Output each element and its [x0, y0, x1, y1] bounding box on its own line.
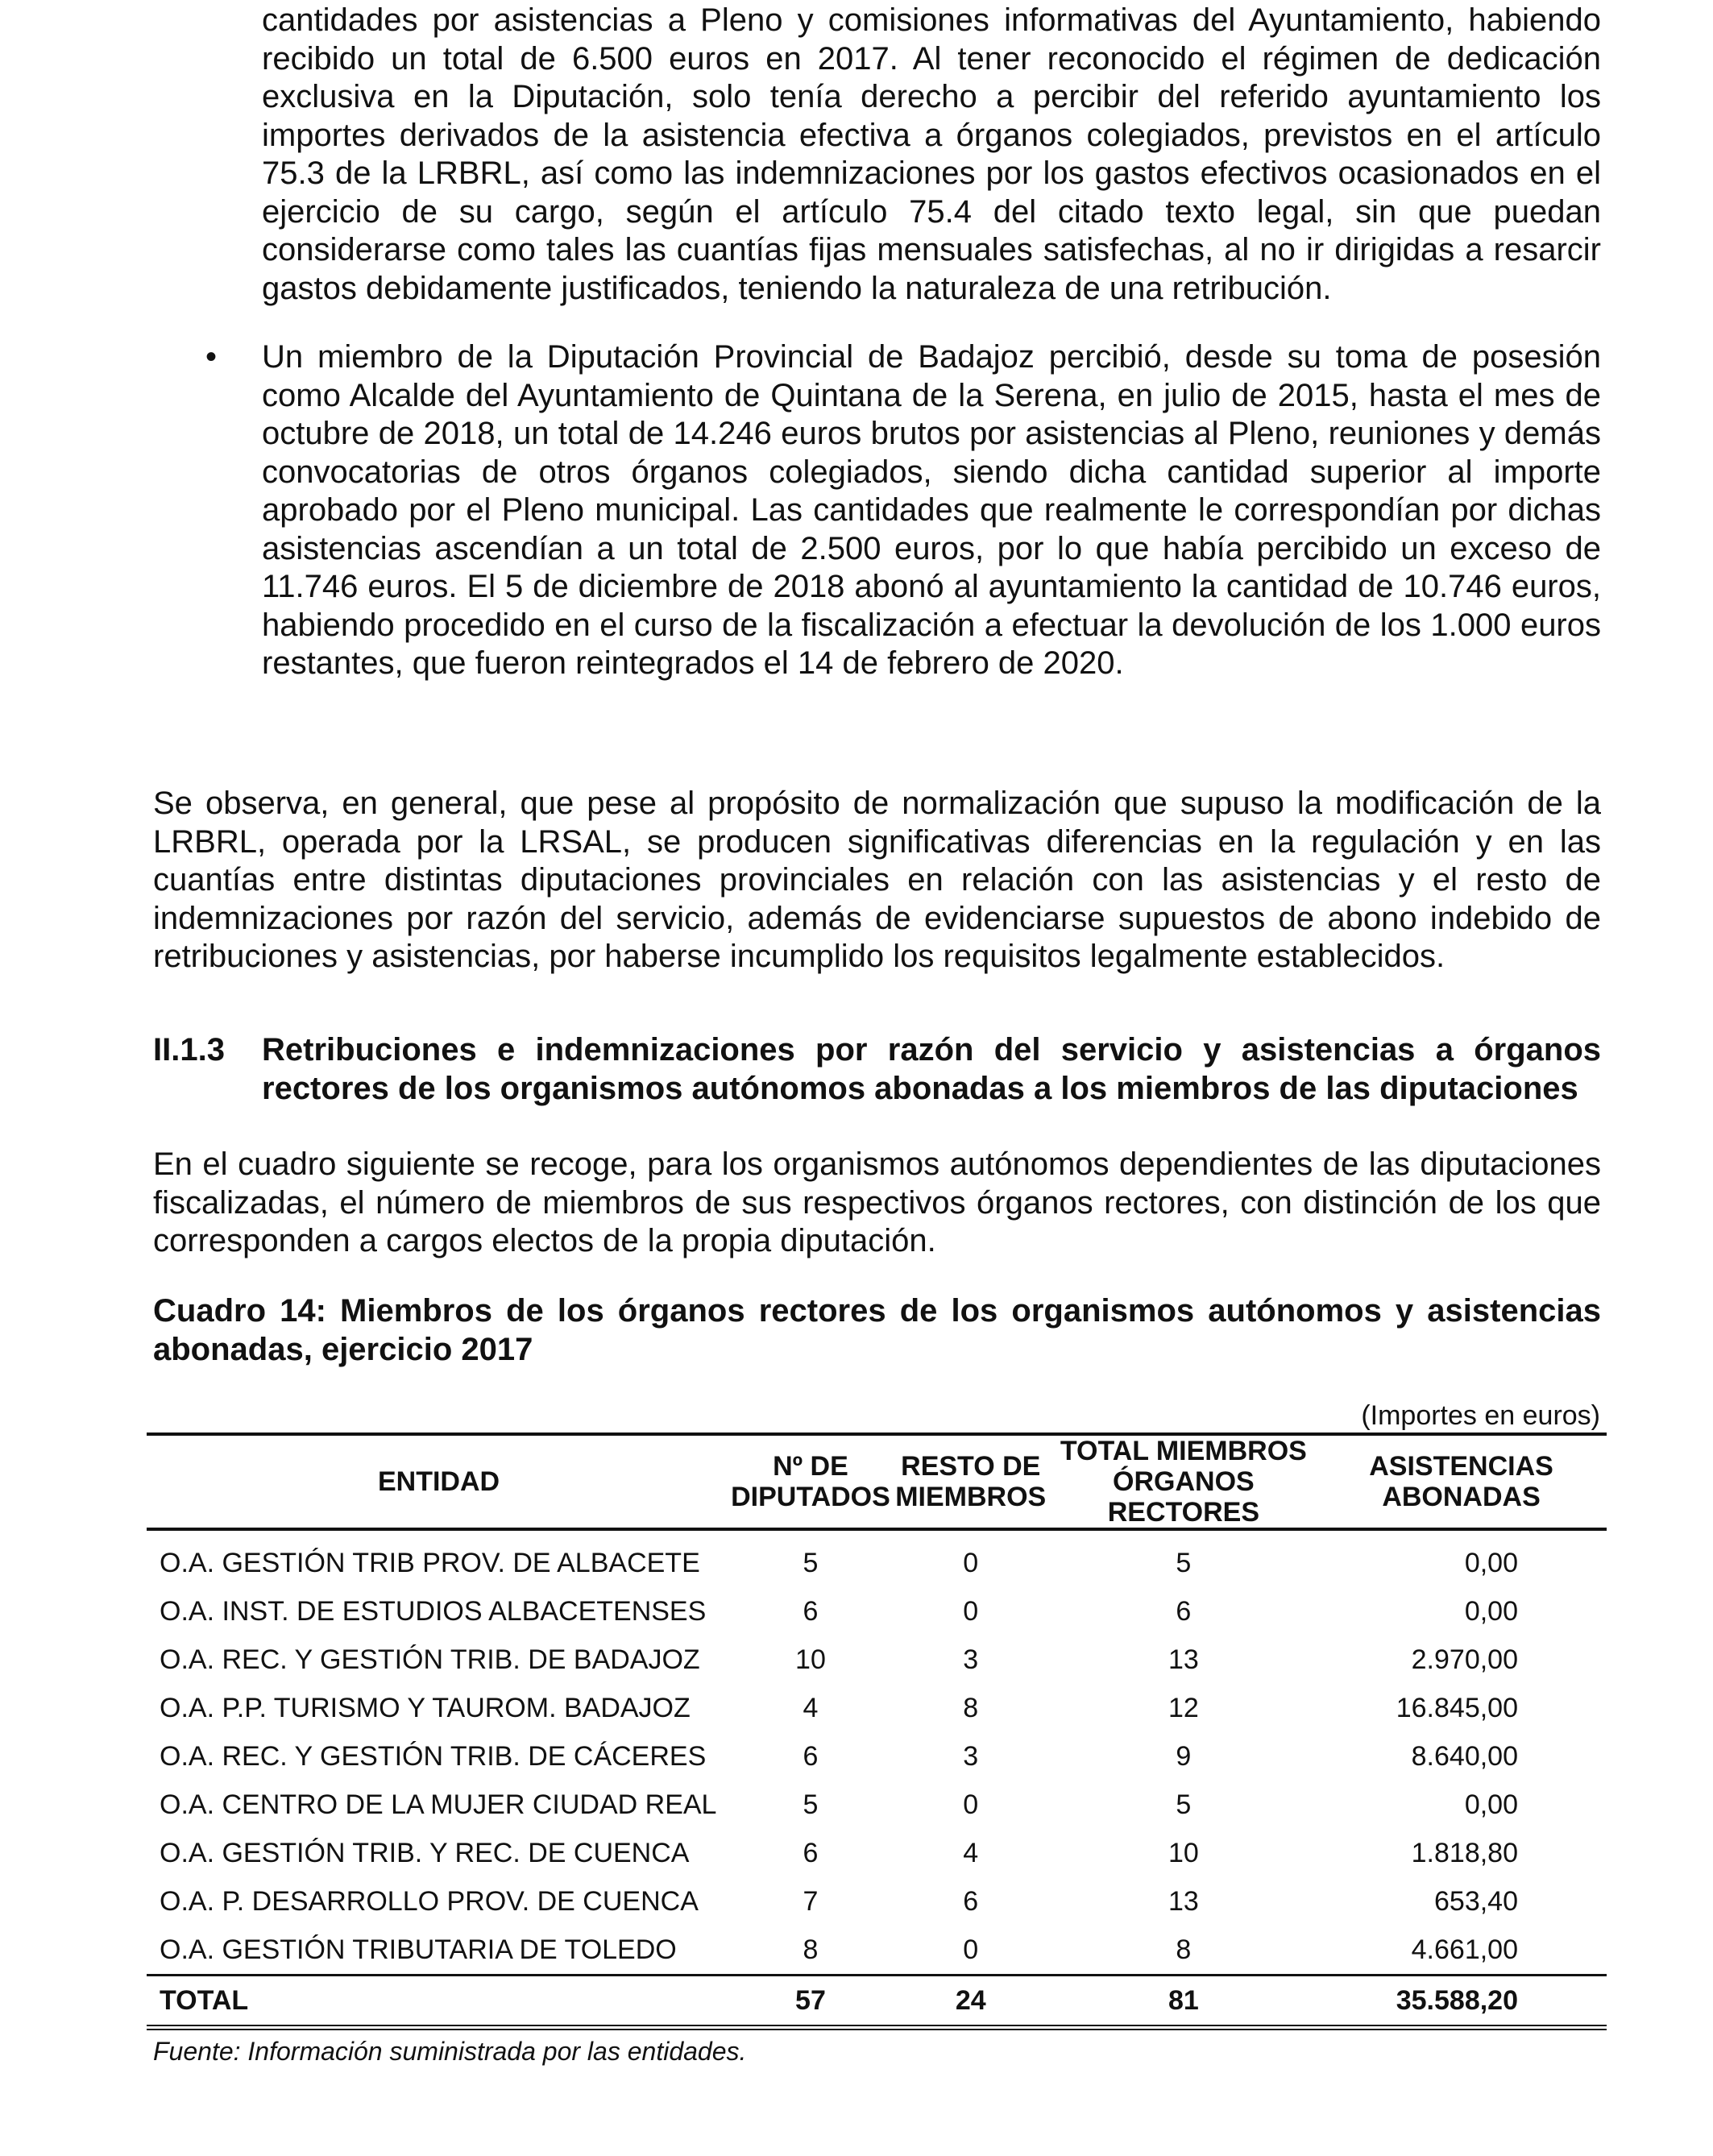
- cell-asistencias: 0,00: [1464, 1789, 1518, 1820]
- cell-diputados: 6: [803, 1740, 819, 1772]
- general-observation-paragraph: Se observa, en general, que pese al propósito de normalización que supuso la modificación de la LRBRL, operada por la LRSAL, se producen significativas diferencias en la regulación y en las cuantías entre distintas diputaciones provinciales en relación con las asistencias y el resto de indemnizaciones por razón del servicio, además de evidenciarse supuestos de abono indebido de retribuciones y asistencias, por haberse incumplido los requisitos legalmente establecidos.: [153, 786, 1601, 974]
- cell-asistencias: 4.661,00: [1411, 1934, 1518, 1965]
- cell-entidad: O.A. REC. Y GESTIÓN TRIB. DE BADAJOZ: [160, 1644, 700, 1675]
- cell-entidad: O.A. P. DESARROLLO PROV. DE CUENCA: [160, 1885, 699, 1917]
- table-source-note: Fuente: Información suministrada por las entidades.: [153, 2037, 747, 2066]
- header-total-miembros: TOTAL MIEMBROS ÓRGANOS RECTORES: [1051, 1434, 1316, 1529]
- cell-entidad: O.A. P.P. TURISMO Y TAUROM. BADAJOZ: [160, 1692, 691, 1723]
- table-row: [147, 1829, 1607, 1877]
- intro-paragraph: En el cuadro siguiente se recoge, para los organismos autónomos dependientes de las diputaciones fiscalizadas, el número de miembros de sus respectivos órganos rectores, con distinción de los que corresponden a cargos electos de la propia diputación.: [153, 1146, 1601, 1258]
- table-header-row: [147, 1434, 1607, 1529]
- cell-asistencias: 0,00: [1464, 1547, 1518, 1578]
- cell-entidad: O.A. GESTIÓN TRIBUTARIA DE TOLEDO: [160, 1934, 677, 1965]
- cell-resto: 0: [963, 1595, 979, 1627]
- bullet-paragraph-continued: cantidades por asistencias a Pleno y comisiones informativas del Ayuntamiento, habiendo recibido un total de 6.500 euros en 2017. Al tener reconocido el régimen de dedicación exclusiva en la Diputación, solo tenía derecho a percibir del referido ayuntamiento los importes derivados de la asistencia efectiva a órganos colegiados, previstos en el artículo 75.3 de la LRBRL, así como las indemnizaciones por los gastos efectivos ocasionados en el ejercicio de su cargo, según el artículo 75.4 del citado texto legal, sin que puedan considerarse como tales las cuantías fijas mensuales satisfechas, al no ir dirigidas a resarcir gastos debidamente justificados, teniendo la naturaleza de una retribución.: [262, 2, 1601, 306]
- cell-total: 5: [1176, 1547, 1192, 1578]
- cell-total: 13: [1168, 1644, 1199, 1675]
- table-row: [147, 1684, 1607, 1732]
- cell-asistencias: 653,40: [1434, 1885, 1518, 1917]
- cell-diputados: 4: [803, 1692, 819, 1723]
- section-number: II.1.3: [153, 1032, 225, 1068]
- cell-asistencias: 16.845,00: [1396, 1692, 1518, 1723]
- cell-asistencias: 0,00: [1464, 1595, 1518, 1627]
- cell-asistencias: 1.818,80: [1411, 1837, 1518, 1868]
- table-units-note: (Importes en euros): [1361, 1400, 1600, 1431]
- cell-diputados: 6: [803, 1837, 819, 1868]
- members-table: [147, 1432, 1607, 2030]
- cell-diputados: 8: [803, 1934, 819, 1965]
- bullet-symbol: •: [205, 339, 218, 375]
- cell-entidad: O.A. INST. DE ESTUDIOS ALBACETENSES: [160, 1595, 707, 1627]
- table-total-row: [147, 1976, 1607, 2028]
- cell-resto: 3: [963, 1644, 979, 1675]
- table-row: [147, 1877, 1607, 1926]
- cell-resto: 0: [963, 1789, 979, 1820]
- cell-diputados: 5: [803, 1547, 819, 1578]
- cell-entidad: O.A. REC. Y GESTIÓN TRIB. DE CÁCERES: [160, 1740, 707, 1772]
- table-row: [147, 1781, 1607, 1829]
- cell-total: 13: [1168, 1885, 1199, 1917]
- header-resto: RESTO DE MIEMBROS: [890, 1434, 1051, 1529]
- cell-entidad: O.A. CENTRO DE LA MUJER CIUDAD REAL: [160, 1789, 717, 1820]
- cell-total: 10: [1168, 1837, 1199, 1868]
- cell-total: 9: [1176, 1740, 1192, 1772]
- total-diputados: 57: [731, 1976, 890, 2028]
- cell-entidad: O.A. GESTIÓN TRIB. Y REC. DE CUENCA: [160, 1837, 690, 1868]
- table-row: [147, 1732, 1607, 1781]
- cell-resto: 0: [963, 1547, 979, 1578]
- total-asistencias: 35.588,20: [1316, 1976, 1607, 2028]
- bullet-paragraph-badajoz: Un miembro de la Diputación Provincial de Badajoz percibió, desde su toma de posesión como Alcalde del Ayuntamiento de Quintana de la Serena, en julio de 2015, hasta el mes de octubre de 2018, un total de 14.246 euros brutos por asistencias al Pleno, reuniones y demás convocatorias de otros órganos colegiados, siendo dicha cantidad superior al importe aprobado por el Pleno municipal. Las cantidades que realmente le correspondían por dichas asistencias ascendían a un total de 2.500 euros, por lo que había percibido un exceso de 11.746 euros. El 5 de diciembre de 2018 abonó al ayuntamiento la cantidad de 10.746 euros, habiendo procedido en el curso de la fiscalización a efectuar la devolución de los 1.000 euros restantes, que fueron reintegrados el 14 de febrero de 2020.: [262, 339, 1601, 681]
- cell-asistencias: 2.970,00: [1411, 1644, 1518, 1675]
- cell-total: 12: [1168, 1692, 1199, 1723]
- cell-resto: 8: [963, 1692, 979, 1723]
- table-row: [147, 1587, 1607, 1636]
- table-caption: Cuadro 14: Miembros de los órganos rectores de los organismos autónomos y asistencias abonadas, ejercicio 2017: [153, 1293, 1601, 1367]
- total-miembros: 81: [1051, 1976, 1316, 2028]
- cell-resto: 3: [963, 1740, 979, 1772]
- cell-diputados: 10: [795, 1644, 826, 1675]
- table-row: [147, 1636, 1607, 1684]
- cell-diputados: 7: [803, 1885, 819, 1917]
- section-title: Retribuciones e indemnizaciones por razón del servicio y asistencias a órganos rectores de los organismos autónomos abonadas a los miembros de las diputaciones: [262, 1032, 1601, 1106]
- cell-total: 8: [1176, 1934, 1192, 1965]
- total-resto: 24: [890, 1976, 1051, 2028]
- header-entidad: ENTIDAD: [147, 1434, 731, 1529]
- cell-total: 5: [1176, 1789, 1192, 1820]
- header-diputados: Nº DE DIPUTADOS: [731, 1434, 890, 1529]
- cell-resto: 6: [963, 1885, 979, 1917]
- cell-resto: 0: [963, 1934, 979, 1965]
- header-asistencias: ASISTENCIAS ABONADAS: [1316, 1434, 1607, 1529]
- cell-resto: 4: [963, 1837, 979, 1868]
- cell-entidad: O.A. GESTIÓN TRIB PROV. DE ALBACETE: [160, 1547, 700, 1578]
- cell-asistencias: 8.640,00: [1411, 1740, 1518, 1772]
- cell-diputados: 6: [803, 1595, 819, 1627]
- table-row: [147, 1926, 1607, 1976]
- table-row: [147, 1529, 1607, 1587]
- cell-diputados: 5: [803, 1789, 819, 1820]
- cell-total: 6: [1176, 1595, 1192, 1627]
- total-label: TOTAL: [147, 1976, 731, 2028]
